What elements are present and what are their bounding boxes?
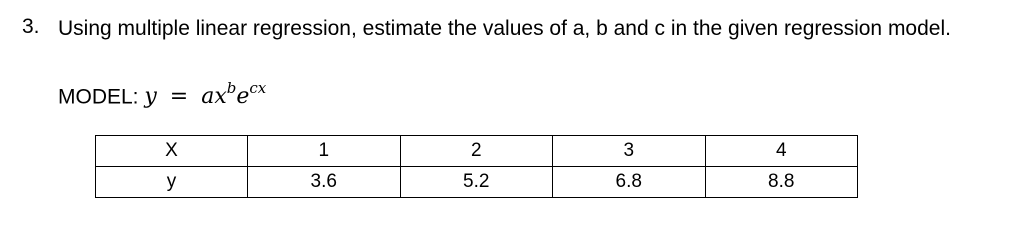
model-line [58, 76, 266, 111]
table-row [96, 136, 858, 167]
model-equation [144, 79, 267, 110]
table-cell: 3 [553, 136, 706, 167]
data-table [95, 135, 858, 198]
question-text: Using multiple linear regression, estimate the values of a, b and c in the given regression model. [58, 17, 951, 40]
table-row [96, 167, 858, 198]
equation-equals: = [169, 84, 189, 110]
question-number: 3. [22, 15, 40, 38]
table-cell: 6.8 [553, 167, 706, 198]
equation-term2-exponent: cx [249, 79, 267, 97]
table-cell: 8.8 [705, 167, 858, 198]
row-header-y: y [96, 167, 248, 198]
row-header-x: X [96, 136, 248, 167]
equation-term1-exponent: b [226, 79, 237, 97]
equation-lhs: y [144, 84, 157, 110]
model-label: MODEL: [58, 85, 145, 109]
table-cell: 2 [400, 136, 553, 167]
table-cell: 4 [705, 136, 858, 167]
equation-term2-base: e [236, 84, 250, 110]
table-cell: 3.6 [248, 167, 401, 198]
table-cell: 5.2 [400, 167, 553, 198]
equation-term1-base: ax [201, 84, 227, 110]
table-cell: 1 [248, 136, 401, 167]
